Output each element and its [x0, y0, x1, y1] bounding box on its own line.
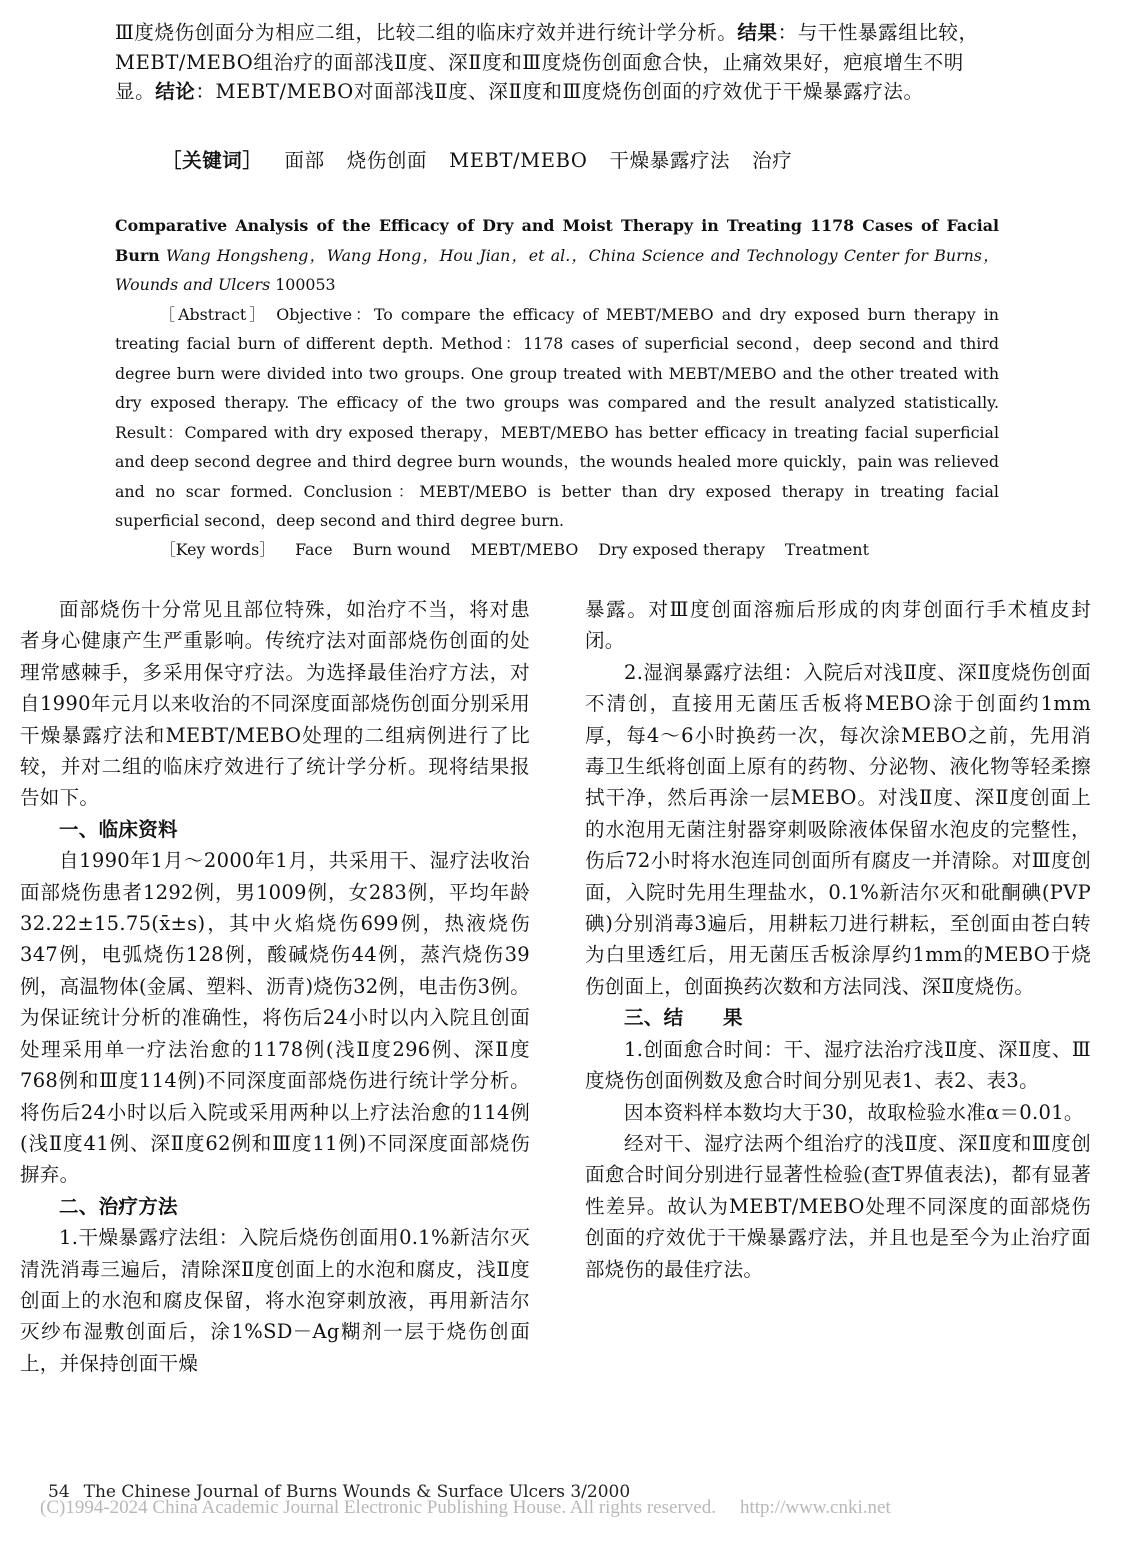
- right-column: [585, 594, 1091, 1285]
- result-text: ：与干性暴露组比较，MEBT/MEBO组治疗的面部浅Ⅱ度、深Ⅱ度和Ⅲ度烧伤创面愈合快，止痛效果好，疤痕增生不明显。: [115, 21, 979, 103]
- keyword-item: 干燥暴露疗法: [609, 149, 731, 172]
- keyword-item: 治疗: [752, 149, 793, 172]
- healing-time-paragraph: 1.创面愈合时间：干、湿疗法治疗浅Ⅱ度、深Ⅱ度、Ⅲ度烧伤创面例数及愈合时间分别见表1、表2、表3。: [585, 1037, 1091, 1093]
- keyword-item: Treatment: [784, 540, 869, 559]
- keywords-label: ［Key words］: [160, 540, 276, 559]
- intro-paragraph: 面部烧伤十分常见且部位特殊，如治疗不当，将对患者身心健康产生严重影响。传统疗法对面部烧伤创面的处理常感棘手，多采用保守疗法。为选择最佳治疗方法，对自1990年元月以来收治的不同深度面部烧伤创面分别采用干燥暴露疗法和MEBT/MEBO处理的二组病例进行了比较，并对二组的临床疗效进行了统计学分析。现将结果报告如下。: [20, 598, 530, 810]
- result-label: 结果: [737, 21, 778, 44]
- chinese-abstract: [115, 18, 999, 107]
- keywords-label: ［关键词］: [162, 149, 263, 172]
- english-abstract: [115, 211, 999, 536]
- chinese-keywords: [162, 147, 1002, 175]
- dry-therapy-paragraph-continued: 暴露。对Ⅲ度创面溶痂后形成的肉芽创面行手术植皮封闭。: [585, 598, 1091, 653]
- section-heading-treatment: 二、治疗方法: [59, 1194, 178, 1218]
- keyword-item: 面部: [284, 149, 325, 172]
- abstract-methods-tail: Ⅲ度烧伤创面分为相应二组，比较二组的临床疗效并进行统计学分析。: [115, 21, 738, 44]
- section-heading-clinical-data: 一、临床资料: [59, 817, 178, 841]
- significance-level-paragraph: 因本资料样本数均大于30，故取检验水准α＝0.01。: [624, 1100, 1084, 1124]
- english-title: Comparative Analysis of the Efficacy of Dry and Moist Therapy in Treating 1178 Cases of Facial Burn: [115, 216, 999, 265]
- keyword-item: Dry exposed therapy: [598, 540, 765, 559]
- page-number: 54: [48, 1482, 70, 1502]
- keyword-item: Face: [295, 540, 333, 559]
- clinical-data-paragraph: 自1990年1月～2000年1月，共采用干、湿疗法收治面部烧伤患者1292例，男1009例，女283例，平均年龄32.22±15.75(x̄±s)，其中火焰烧伤699例，热液烧伤347例，电弧烧伤128例，酸碱烧伤44例，蒸汽烧伤39例，高温物体(金属、塑料、沥青)烧伤32例，电击伤3例。为保证统计分析的准确性，将伤后24小时以内入院且创面处理采用单一疗法治愈的1178例(浅Ⅱ度296例、深Ⅱ度768例和Ⅲ度114例)不同深度面部烧伤进行统计学分析。将伤后24小时以后入院或采用两种以上疗法治愈的114例(浅Ⅱ度41例、深Ⅱ度62例和Ⅲ度11例)不同深度面部烧伤摒弃。: [20, 849, 530, 1187]
- dry-therapy-paragraph: 1.干燥暴露疗法组：入院后烧伤创面用0.1%新洁尔灭清洗消毒三遍后，清除深Ⅱ度创面上的水泡和腐皮，浅Ⅱ度创面上的水泡和腐皮保留，将水泡穿刺放液，再用新洁尔灭纱布湿敷创面后，涂1%SD－Ag糊剂一层于烧伤创面上，并保持创面干燥: [20, 1226, 530, 1375]
- journal-name: The Chinese Journal of Burns Wounds & Surface Ulcers 3/2000: [83, 1482, 631, 1502]
- keyword-item: 烧伤创面: [346, 149, 428, 172]
- section-heading-results: 三、结 果: [624, 1006, 743, 1030]
- english-authors: Wang Hongsheng，Wang Hong，Hou Jian，et al.，China Science and Technology Center for Burns，Wounds and Ulcers: [115, 245, 999, 294]
- postcode: 100053: [275, 275, 336, 294]
- copyright-watermark: [40, 1497, 1100, 1519]
- moist-therapy-paragraph: 2.湿润暴露疗法组：入院后对浅Ⅱ度、深Ⅱ度烧伤创面不清创，直接用无菌压舌板将MEBO涂于创面约1mm厚，每4～6小时换药一次，每次涂MEBO之前，先用消毒卫生纸将创面上原有的药物、分泌物、液化物等轻柔擦拭干净，然后再涂一层MEBO。对浅Ⅱ度、深Ⅱ度创面上的水泡用无菌注射器穿刺吸除液体保留水泡皮的完整性，伤后72小时将水泡连同创面所有腐皮一并清除。对Ⅲ度创面，入院时先用生理盐水，0.1%新洁尔灭和砒酮碘(PVP碘)分别消毒3遍后，用耕耘刀进行耕耘，至创面由苍白转为白里透红后，用无菌压舌板涂厚约1mm的MEBO于烧伤创面上，创面换药次数和方法同浅、深Ⅱ度烧伤。: [585, 660, 1091, 998]
- conclusion-text: ：MEBT/MEBO对面部浅Ⅱ度、深Ⅱ度和Ⅲ度烧伤创面的疗效优于干燥暴露疗法。: [195, 80, 924, 103]
- watermark-url: http://www.cnki.net: [739, 1497, 891, 1518]
- keyword-item: Burn wound: [352, 540, 451, 559]
- abstract-text: Objective：To compare the efficacy of MEBT/MEBO and dry exposed burn therapy in treating facial burn of different depth. Method：1178 cases of superficial second，deep second and third degree burn were divided into two groups. One group treated with MEBT/MEBO and the other treated with dry exposed therapy. The efficacy of the two groups was compared and the result analyzed statistically. Result：Compared with dry exposed therapy，MEBT/MEBO has better efficacy in treating facial superficial and deep second degree and third degree burn wounds，the wounds healed more quickly，pain was relieved and no scar formed. Conclusion：MEBT/MEBO is better than dry exposed therapy in treating facial superficial second，deep second and third degree burn.: [115, 304, 999, 530]
- keyword-item: MEBT/MEBO: [470, 540, 579, 559]
- english-title-line: [115, 211, 999, 300]
- abstract-label: ［Abstract］: [159, 304, 269, 324]
- results-conclusion-paragraph: 经对干、湿疗法两个组治疗的浅Ⅱ度、深Ⅱ度和Ⅲ度创面愈合时间分别进行显著性检验(查T界值表法)，都有显著性差异。故认为MEBT/MEBO处理不同深度的面部烧伤创面的疗效优于干燥暴露疗法，并且也是至今为止治疗面部烧伤的最佳疗法。: [585, 1131, 1091, 1281]
- conclusion-label: 结论: [155, 80, 196, 103]
- left-column: [20, 594, 530, 1379]
- english-abstract-body: [115, 300, 999, 536]
- watermark-text: (C)1994-2024 China Academic Journal Electronic Publishing House. All rights reserved.: [40, 1497, 716, 1518]
- keyword-item: MEBT/MEBO: [449, 149, 588, 172]
- english-keywords: [160, 536, 960, 564]
